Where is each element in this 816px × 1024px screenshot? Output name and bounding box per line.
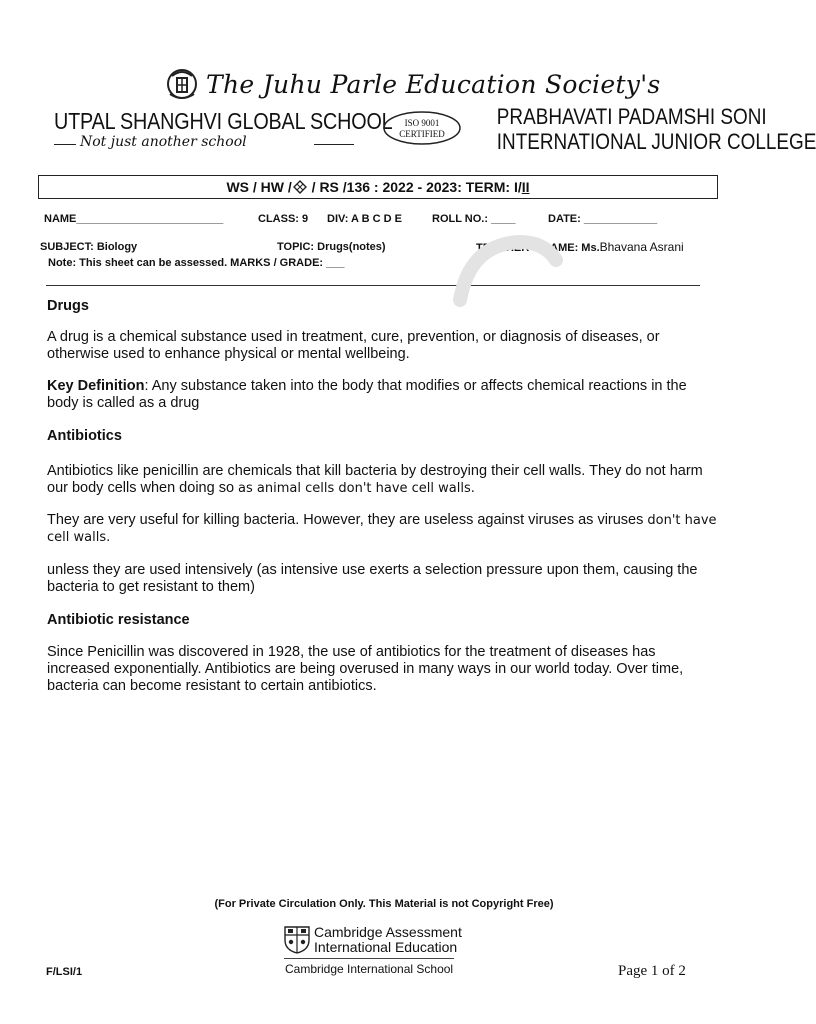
antibiotics-text-tail: as animal cells don't have cell walls.	[238, 481, 475, 496]
ref-prefix: WS / HW /	[226, 179, 292, 195]
heading-drugs: Drugs	[47, 298, 89, 314]
cambridge-divider	[284, 958, 454, 959]
cambridge-line-2: International Education	[314, 939, 458, 955]
cambridge-shield-icon	[284, 926, 310, 954]
date-field[interactable]: DATE: ____________	[548, 213, 658, 225]
iso-line-2: CERTIFIED	[399, 129, 445, 139]
worksheet-ref-box	[38, 175, 718, 199]
teacher-name-value: Bhavana Asrani	[599, 240, 684, 254]
college-line-2: INTERNATIONAL JUNIOR COLLEGE	[496, 129, 816, 154]
key-definition-text: : Any substance taken into the body that modifies or affects chemical reactions in the body is called as a drug	[47, 378, 687, 411]
letterhead	[52, 64, 816, 160]
key-definition-label: Key Definition	[47, 378, 145, 394]
paragraph-drug-definition: A drug is a chemical substance used in treatment, cure, prevention, or diagnosis of diseases, or otherwise used to enhance physical or mental wellbeing.	[47, 329, 660, 362]
cambridge-line-1: Cambridge Assessment	[314, 924, 462, 940]
college-name	[496, 104, 816, 154]
heading-antibiotic-resistance: Antibiotic resistance	[47, 612, 190, 628]
circulation-note: (For Private Circulation Only. This Material is not Copyright Free)	[214, 898, 554, 910]
paragraph-intensive-use: unless they are used intensively (as intensive use exerts a selection pressure upon them, causing the bacteria to get resistant to them)	[47, 562, 698, 595]
form-code: F/LSI/1	[46, 966, 83, 978]
roll-no-field[interactable]: ROLL NO.: ____	[432, 213, 516, 225]
name-field[interactable]: NAME________________________	[44, 213, 224, 225]
div-label: DIV: A B C D E	[327, 213, 402, 225]
heading-antibiotics: Antibiotics	[47, 428, 122, 444]
subject-label: SUBJECT: Biology	[40, 241, 138, 253]
ref-suffix: / RS /136 : 2022 - 2023: TERM: I/	[307, 179, 522, 195]
school-tagline: Not just another school	[80, 134, 247, 150]
antibiotics-text: Antibiotics like penicillin are chemicals that kill bacteria by destroying their cell walls. They do not harm our body cells when doing so	[47, 463, 703, 496]
cambridge-school-label: Cambridge International School	[285, 962, 454, 976]
teacher-label: TEACHER'S NAME: Ms.	[476, 242, 600, 254]
topic-label: TOPIC: Drugs(notes)	[277, 241, 386, 253]
header-divider	[46, 285, 700, 286]
paragraph-viruses	[47, 512, 717, 546]
class-label: CLASS: 9	[258, 213, 309, 225]
cambridge-logo-text	[314, 925, 462, 955]
tagline-rule-left	[54, 144, 76, 145]
stamp-icon	[292, 180, 308, 194]
iso-certified-label	[390, 118, 454, 140]
paragraph-antibiotics	[47, 463, 717, 497]
paragraph-resistance: Since Penicillin was discovered in 1928, the use of antibiotics for the treatment of diseases has increased exponentially. Antibiotics are being overused in many ways in our world today. Over time, bacteria can become resistant to certain antibiotics.	[47, 644, 684, 694]
society-emblem-icon	[164, 66, 200, 102]
watermark-arc	[440, 236, 560, 302]
iso-line-1: ISO 9001	[404, 118, 440, 128]
school-name: UTPAL SHANGHVI GLOBAL SCHOOL	[54, 108, 393, 134]
notes-content	[47, 298, 727, 695]
viruses-text-tail: don't have cell walls.	[47, 513, 717, 545]
tagline-rule-right	[314, 144, 354, 145]
society-title: The Juhu Parle Education Society's	[206, 70, 661, 99]
paragraph-key-definition	[47, 378, 707, 412]
ref-term: II	[521, 179, 530, 195]
viruses-text: They are very useful for killing bacteria. However, they are useless against viruses as viruses	[47, 512, 648, 528]
page-number: Page 1 of 2	[618, 963, 686, 979]
college-line-1: PRABHAVATI PADAMSHI SONI	[496, 104, 767, 129]
assessment-note: Note: This sheet can be assessed. MARKS / GRADE: ___	[48, 257, 345, 269]
